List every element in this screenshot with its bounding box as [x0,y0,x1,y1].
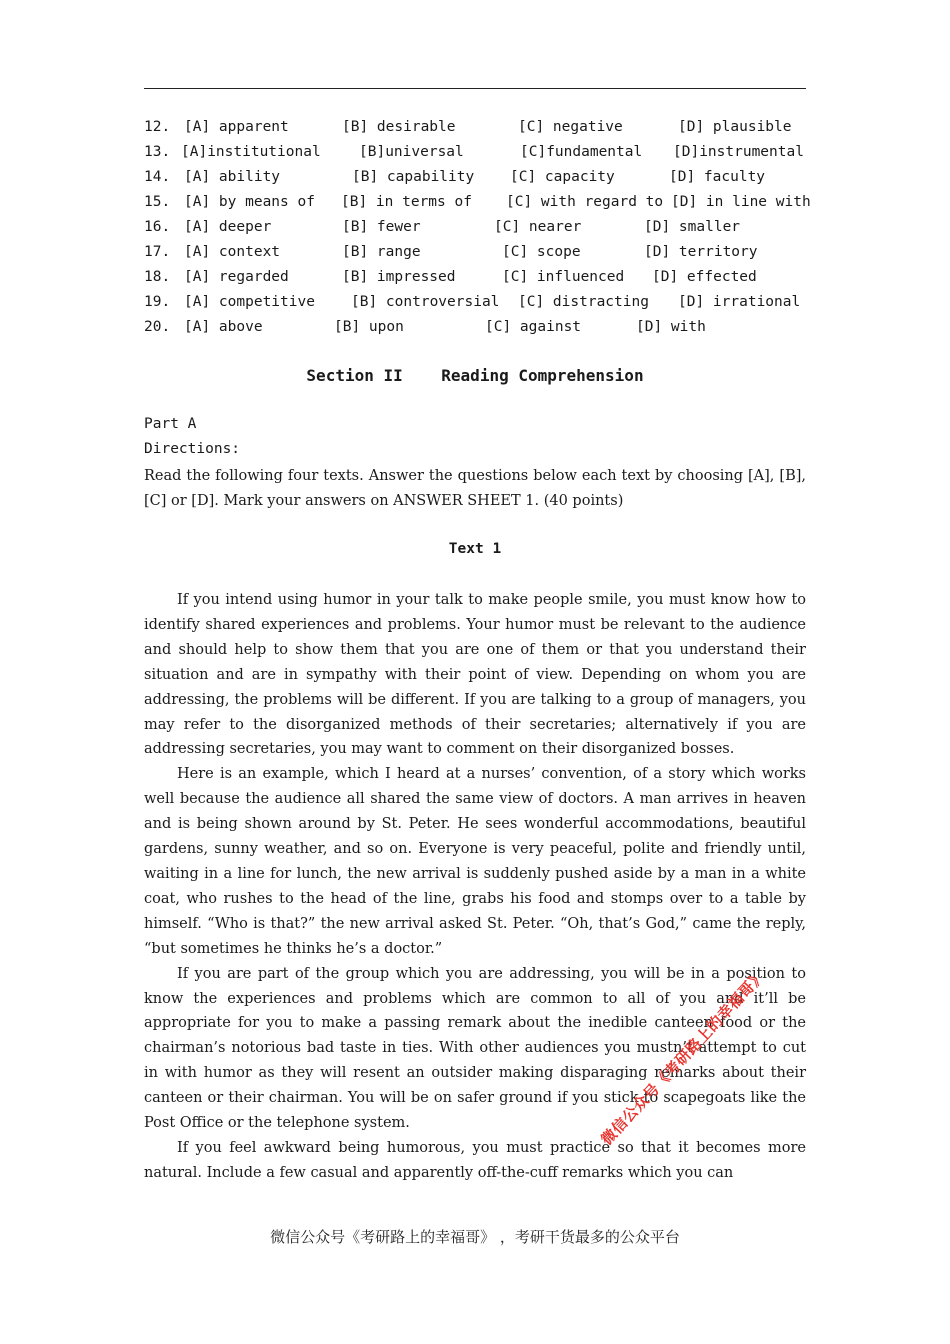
option-row: 18. [A] regarded [B] impressed [C] influenced [D] effected [144,269,757,285]
passage [144,588,806,1186]
directions-text: Read the following four texts. Answer the questions below each text by choosing [A], [B], [C] or [D]. Mark your answers on ANSWER SHEET 1. (40 points) [144,468,806,509]
option-row: 15. [A] by means of [B] in terms of [C] with regard to [D] in line with [144,194,811,210]
paragraph: If you intend using humor in your talk to make people smile, you must know how to identify shared experiences and problems. Your humor must be relevant to the audience and should help to show them that you are one of them or that you understand their situation and are in sympathy with their point of view. Depending on whom you are addressing, the problems will be different. If you are talking to a group of managers, you may refer to the disorganized methods of their secretaries; alternatively if you are addressing secretaries, you may want to comment on their disorganized bosses. [144,592,806,758]
option-row: 13. [A]institutional [B]universal [C]fundamental [D]instrumental [144,144,804,160]
option-row: 19. [A] competitive [B] controversial [C] distracting [D] irrational [144,294,801,310]
footer: 微信公众号《考研路上的幸福哥》 ，考研干货最多的公众平台 [270,1228,680,1246]
section-title: Section II Reading Comprehension [306,366,644,385]
paragraph: If you are part of the group which you are addressing, you will be in a position to know the experiences and problems which are common to all of you and it’ll be appropriate for you to make a passing remark about the inedible canteen food or the chairman’s notorious bad taste in ties. With other audiences you mustn’t attempt to cut in with humor as they will resent an outsider making disparaging remarks about their canteen or their chairman. You will be on safer ground if you stick to scapegoats like the Post Office or the telephone system. [144,965,806,1132]
option-row: 14. [A] ability [B] capability [C] capacity [D] faculty [144,169,766,185]
option-row: 17. [A] context [B] range [C] scope [D] territory [144,244,758,260]
watermark: 微信公众号《考研路上的幸福哥》 [597,966,770,1149]
answer-options [144,115,814,340]
directions-label: Directions: [144,441,241,457]
option-row: 16. [A] deeper [B] fewer [C] nearer [D] smaller [144,219,741,235]
option-row: 12. [A] apparent [B] desirable [C] negative [D] plausible [144,119,792,135]
paragraph: If you feel awkward being humorous, you must practice so that it becomes more natural. Include a few casual and apparently off-the-cuff remarks which you can [144,1139,806,1181]
part-label: Part A [144,416,197,432]
option-row: 20. [A] above [B] upon [C] against [D] with [144,319,706,335]
text-title: Text 1 [448,541,502,557]
header-rule [144,88,806,89]
paragraph: Here is an example, which I heard at a nurses’ convention, of a story which works well because the audience all shared the same view of doctors. A man arrives in heaven and is being shown around by St. Peter. He sees wonderful accommodations, beautiful gardens, sunny weather, and so on. Everyone is very peaceful, polite and friendly until, waiting in a line for lunch, the new arrival is suddenly pushed aside by a man in a white coat, who rushes to the head of the line, grabs his food and stomps over to a table by himself. “Who is that?” the new arrival asked St. Peter. “Oh, that’s God,” came the reply, “but sometimes he thinks he’s a doctor.” [144,766,806,957]
